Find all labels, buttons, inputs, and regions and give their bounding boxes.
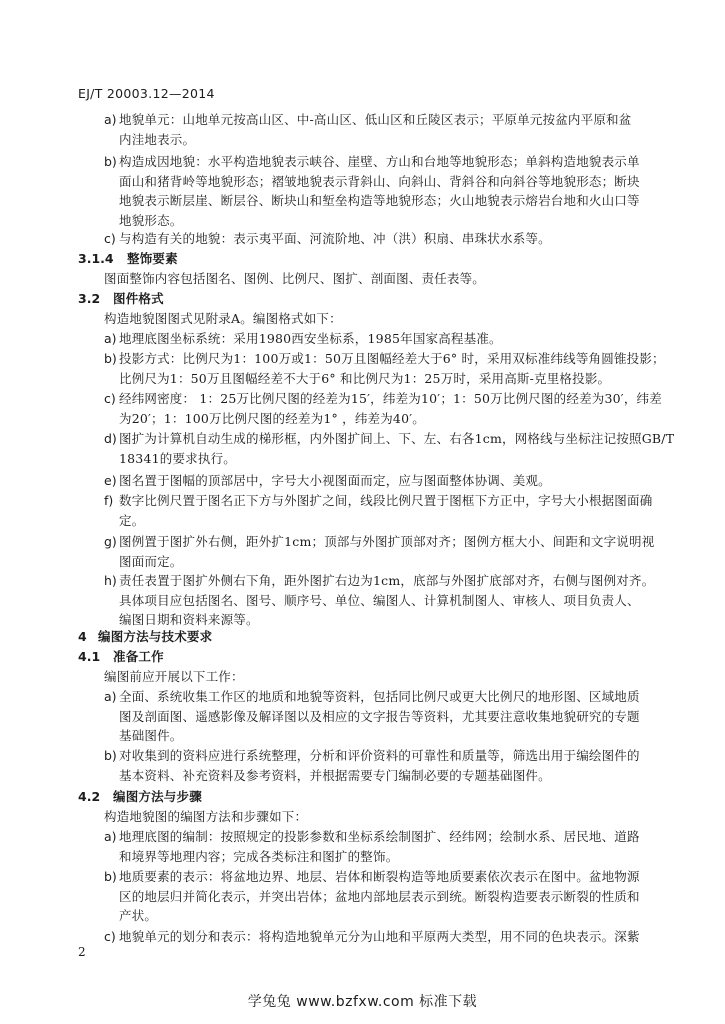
text-line: 编图日期和资料来源等。 [119, 612, 259, 628]
list-label: h) [104, 573, 117, 588]
section-heading: 编图方法与技术要求 [98, 629, 213, 644]
list-label: b) [104, 869, 117, 884]
list-label: c) [104, 231, 116, 246]
section-heading: 整饰要素 [127, 251, 178, 266]
list-label: b) [104, 351, 117, 366]
text-line: 构造地貌图的编图方法和步骤如下： [104, 809, 308, 824]
text-line: 投影方式：比例尺为1：100万或1：50万且图幅经差大于6° 时，采用双标准纬线等角圆锥投影； [119, 351, 665, 366]
text-line: 图名置于图幅的顶部居中，字号大小视图面而定，应与图面整体协调、美观。 [119, 473, 551, 488]
text-line: 全面、系统收集工作区的地质和地貌等资料，包括同比例尺或更大比例尺的地形图、区域地质 [119, 689, 640, 704]
text-line: 具体项目应包括图名、图号、顺序号、单位、编图人、计算机制图人、审核人、项目负责人、 [119, 592, 640, 608]
text-line: 基础图件。 [119, 728, 183, 744]
list-label: a) [104, 331, 117, 346]
text-line: 构造成因地貌：水平构造地貌表示峡谷、崖壁、方山和台地等地貌形态；单斜构造地貌表示单 [119, 154, 640, 169]
text-line: 地质要素的表示：将盆地边界、地层、岩体和断裂构造等地质要素依次表示在图中。盆地物源 [119, 869, 640, 884]
list-label: e) [104, 473, 117, 488]
section-number: 3.2 [78, 291, 101, 306]
text-line: 图面而定。 [119, 553, 183, 569]
standard-code-header: EJ/T 20003.12—2014 [78, 86, 215, 101]
text-line: 图扩为计算机自动生成的梯形框，内外图扩间上、下、左、右各1cm，网格线与坐标注记按照GB/T [119, 431, 675, 446]
text-line: 地貌单元：山地单元按高山区、中-高山区、低山区和丘陵区表示；平原单元按盆内平原和盆 [119, 112, 632, 127]
text-line: 基本资料、补充资料及参考资料，并根据需要专门编制必要的专题基础图件。 [119, 767, 551, 783]
text-line: 地貌单元的划分和表示：将构造地貌单元分为山地和平原两大类型，用不同的色块表示。深紫 [119, 929, 640, 944]
list-label: b) [104, 154, 117, 169]
list-label: c) [104, 391, 116, 406]
footer-watermark: 学兔兔 www.bzfxw.com 标准下载 [247, 994, 478, 1010]
text-line: 地理底图坐标系统：采用1980西安坐标系，1985年国家高程基准。 [119, 331, 502, 346]
page-number: 2 [78, 945, 86, 959]
text-line: 地貌表示断层崖、断层谷、断块山和堑垒构造等地貌形态；火山地貌表示熔岩台地和火山口等 [119, 193, 640, 209]
text-line: 数字比例尺置于图名正下方与外图扩之间，线段比例尺置于图框下方正中，字号大小根据图面确 [119, 493, 653, 508]
list-label: b) [104, 748, 117, 763]
list-label: a) [104, 689, 117, 704]
text-line: 与构造有关的地貌：表示夷平面、河流阶地、冲（洪）积扇、串珠状水系等。 [119, 231, 551, 246]
text-line: 为20′；1：100万比例尺图的经差为1° ，纬差为40′。 [119, 410, 425, 426]
text-line: 产状。 [119, 908, 158, 924]
section-number: 3.1.4 [78, 251, 114, 266]
text-line: 定。 [119, 512, 145, 528]
text-line: 地貌形态。 [119, 212, 183, 228]
text-line: 地理底图的编制：按照规定的投影参数和坐标系绘制图扩、经纬网；绘制水系、居民地、道路 [119, 829, 640, 844]
text-line: 编图前应开展以下工作： [104, 669, 244, 684]
list-label: c) [104, 929, 116, 944]
text-line: 面山和猪背岭等地貌形态；褶皱地貌表示背斜山、向斜山、背斜谷和向斜谷等地貌形态；断块 [119, 173, 640, 189]
text-line: 区的地层归并简化表示，并突出岩体；盆地内部地层表示到统。断裂构造要表示断裂的性质和 [119, 888, 640, 904]
text-line: 图及剖面图、遥感影像及解译图以及相应的文字报告等资料，尤其要注意收集地貌研究的专题 [119, 708, 640, 724]
list-label: g) [104, 534, 117, 549]
text-line: 比例尺为1：50万且图幅经差不大于6° 和比例尺为1：25万时，采用高斯-克里格投影。 [119, 370, 611, 386]
text-line: 构造地貌图图式见附录A。编图格式如下： [104, 311, 342, 326]
section-number: 4 [78, 629, 87, 644]
text-line: 经纬网密度： 1：25万比例尺图的经差为15′，纬差为10′；1：50万比例尺图的经差为30′，纬差 [119, 391, 662, 406]
text-line: 和境界等地理内容；完成各类标注和图扩的整饰。 [119, 848, 399, 864]
text-line: 18341的要求执行。 [119, 450, 236, 466]
text-line: 责任表置于图扩外侧右下角，距外图扩右边为1cm，底部与外图扩底部对齐，右侧与图例对齐。 [119, 573, 655, 588]
section-heading: 准备工作 [113, 649, 164, 664]
text-line: 图例置于图扩外右侧，距外扩1cm；顶部与外图扩顶部对齐；图例方框大小、间距和文字说明视 [119, 534, 655, 549]
text-line: 内洼地表示。 [119, 131, 196, 147]
section-number: 4.1 [78, 649, 101, 664]
list-label: a) [104, 112, 117, 127]
list-label: f) [104, 493, 114, 508]
section-number: 4.2 [78, 789, 101, 804]
section-heading: 图件格式 [113, 291, 164, 306]
text-line: 图面整饰内容包括图名、图例、比例尺、图扩、剖面图、责任表等。 [104, 271, 486, 286]
list-label: d) [104, 431, 117, 446]
text-line: 对收集到的资料应进行系统整理，分析和评价资料的可靠性和质量等，筛选出用于编绘图件的 [119, 748, 640, 763]
section-heading: 编图方法与步骤 [113, 789, 202, 804]
list-label: a) [104, 829, 117, 844]
